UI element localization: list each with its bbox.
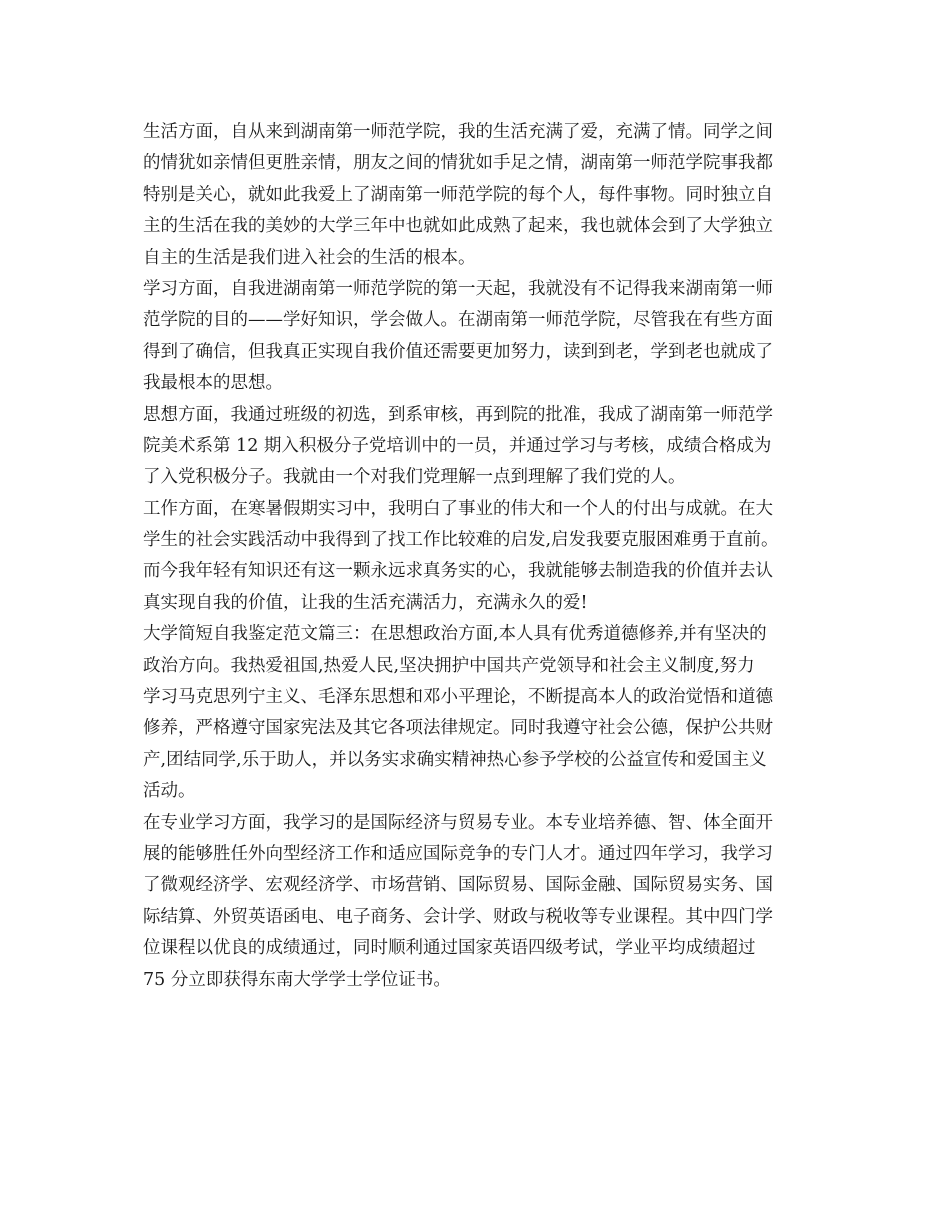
text-line: 范学院的目的——学好知识，学会做人。在湖南第一师范学院，尽管我在有些方面 [143, 310, 773, 331]
text-line: 自主的生活是我们进入社会的生活的根本。 [143, 247, 476, 268]
text-line: 而今我年轻有知识还有这一颗永远求真务实的心，我就能够去制造我的价值并去认 [143, 561, 773, 582]
text-line: 学习方面，自我进湖南第一师范学院的第一天起，我就没有不记得我来湖南第一师 [143, 278, 773, 299]
text-line: 学生的社会实践活动中我得到了找工作比较难的启发,启发我要克服困难勇于直前。 [143, 530, 779, 551]
text-line: 际结算、外贸英语函电、电子商务、会计学、财政与税收等专业课程。其中四门学 [143, 906, 773, 927]
document-body [143, 117, 823, 996]
text-line: 学习马克思列宁主义、毛泽东思想和邓小平理论，不断提高本人的政治觉悟和道德 [143, 687, 773, 708]
text-line: 院美术系第 12 期入积极分子党培训中的一员，并通过学习与考核，成绩合格成为 [143, 435, 772, 456]
text-line: 特别是关心，就如此我爱上了湖南第一师范学院的每个人，每件事物。同时独立自 [143, 184, 773, 205]
text-line: 产,团结同学,乐于助人，并以务实求确实精神热心参予学校的公益宣传和爱国主义 [143, 749, 767, 770]
text-line: 主的生活在我的美妙的大学三年中也就如此成熟了起来，我也就体会到了大学独立 [143, 216, 773, 237]
text-line: 在专业学习方面，我学习的是国际经济与贸易专业。本专业培养德、智、体全面开 [143, 812, 773, 833]
text-line: 了入党积极分子。我就由一个对我们党理解一点到理解了我们党的人。 [143, 467, 686, 488]
text-line: 工作方面，在寒暑假期实习中，我明白了事业的伟大和一个人的付出与成就。在大 [143, 498, 773, 519]
text-line: 大学简短自我鉴定范文篇三：在思想政治方面,本人具有优秀道德修养,并有坚决的 [143, 624, 767, 645]
text-line: 了微观经济学、宏观经济学、市场营销、国际贸易、国际金融、国际贸易实务、国 [143, 875, 773, 896]
text-line: 真实现自我的价值，让我的生活充满活力，充满永久的爱! [143, 592, 588, 613]
text-line: 政治方向。我热爱祖国,热爱人民,坚决拥护中国共产党领导和社会主义制度,努力 [143, 655, 755, 676]
text-line: 的情犹如亲情但更胜亲情，朋友之间的情犹如手足之情，湖南第一师范学院事我都 [143, 153, 773, 174]
text-line: 生活方面，自从来到湖南第一师范学院，我的生活充满了爱，充满了情。同学之间 [143, 122, 773, 142]
text-line: 得到了确信，但我真正实现自我价值还需要更加努力，读到到老，学到老也就成了 [143, 341, 773, 362]
text-line: 75 分立即获得东南大学学士学位证书。 [143, 969, 451, 990]
text-line: 活动。 [143, 781, 196, 802]
text-line: 思想方面，我通过班级的初选，到系审核，再到院的批准，我成了湖南第一师范学 [143, 404, 773, 425]
text-line: 我最根本的思想。 [143, 373, 283, 394]
text-line: 展的能够胜任外向型经济工作和适应国际竞争的专门人才。通过四年学习，我学习 [143, 843, 773, 864]
text-line: 位课程以优良的成绩通过，同时顺利通过国家英语四级考试，学业平均成绩超过 [143, 938, 756, 959]
text-line: 修养，严格遵守国家宪法及其它各项法律规定。同时我遵守社会公德，保护公共财 [143, 718, 773, 739]
